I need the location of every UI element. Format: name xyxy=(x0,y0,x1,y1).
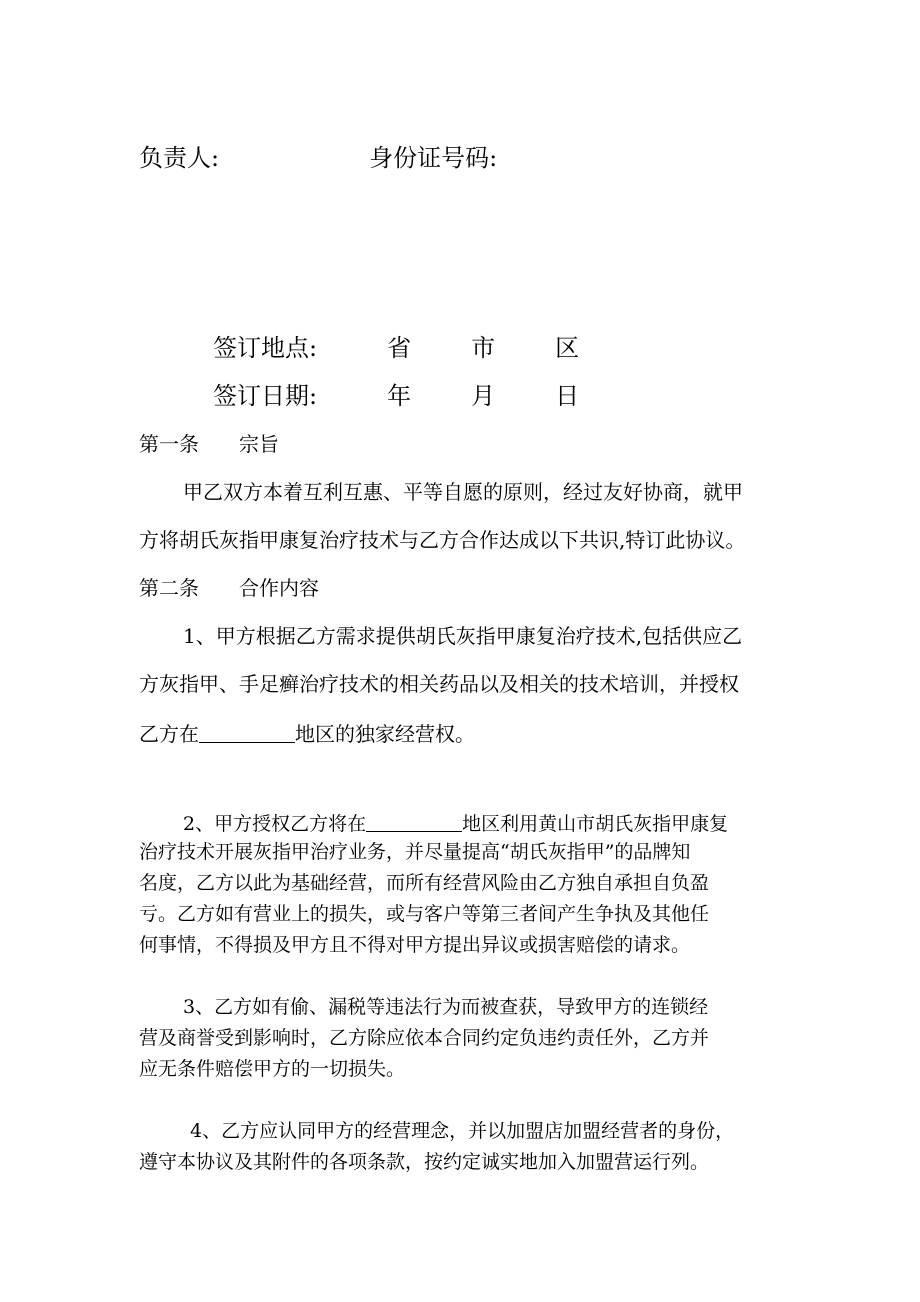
item2-line2: 治疗技术开展灰指甲治疗业务，并尽量提高“胡氏灰指甲”的品牌知 xyxy=(139,841,691,863)
year-label: 年 xyxy=(387,382,412,410)
signing-date-label: 签订日期: xyxy=(213,382,318,410)
district-label: 区 xyxy=(555,334,580,362)
item1-line2: 方灰指甲、手足癣治疗技术的相关药品以及相关的技术培训，并授权 xyxy=(139,672,739,696)
item2-line1-post: 地区利用黄山市胡氏灰指甲康复 xyxy=(462,813,729,835)
id-number-label: 身份证号码: xyxy=(369,144,498,172)
item1-line3-pre: 乙方在 xyxy=(139,722,199,746)
city-label: 市 xyxy=(471,334,496,362)
article1-title: 宗旨 xyxy=(239,432,279,456)
province-label: 省 xyxy=(387,334,412,362)
region-blank-1 xyxy=(199,722,295,743)
signing-place-label: 签订地点: xyxy=(213,334,318,362)
item2-line5: 何事情，不得损及甲方且不得对甲方提出异议或损害赔偿的请求。 xyxy=(139,934,691,956)
article2-heading xyxy=(139,578,319,598)
article2-title: 合作内容 xyxy=(239,576,319,600)
article2-number: 第二条 xyxy=(139,576,199,600)
item2-line3: 名度，乙方以此为基础经营，而所有经营风险由乙方独自承担自负盈 xyxy=(139,872,710,894)
item3-line3: 应无条件赔偿甲方的一切损失。 xyxy=(139,1058,406,1080)
item3-line1: 3、乙方如有偷、漏税等违法行为而被查获，导致甲方的连锁经 xyxy=(183,996,709,1018)
responsible-id-row xyxy=(139,146,497,170)
signing-place-row xyxy=(213,336,579,360)
article1-heading xyxy=(139,434,279,454)
item1-line3-post: 地区的独家经营权。 xyxy=(295,722,475,746)
item4-line2: 遵守本协议及其附件的各项条款，按约定诚实地加入加盟营运行列。 xyxy=(139,1151,710,1173)
item1-line1: 1、甲方根据乙方需求提供胡氏灰指甲康复治疗技术,包括供应乙 xyxy=(183,624,743,648)
article1-line2: 方将胡氏灰指甲康复治疗技术与乙方合作达成以下共识,特订此协议。 xyxy=(139,528,746,552)
item2-line4: 亏。乙方如有营业上的损失，或与客户等第三者间产生争执及其他任 xyxy=(139,903,710,925)
item4-line1: 4、乙方应认同甲方的经营理念，并以加盟店加盟经营者的身份， xyxy=(190,1120,735,1142)
item2-line1-pre: 2、甲方授权乙方将在 xyxy=(183,813,367,835)
region-blank-2 xyxy=(366,812,462,832)
item3-line2: 营及商誉受到影响时，乙方除应依本合同约定负违约责任外，乙方并 xyxy=(139,1027,710,1049)
item1-line3 xyxy=(139,722,475,744)
signing-date-row xyxy=(213,384,579,408)
month-label: 月 xyxy=(471,382,496,410)
article1-line1: 甲乙双方本着互利互惠、平等自愿的原则，经过友好协商，就甲 xyxy=(183,480,743,504)
item2-line1 xyxy=(183,812,728,834)
article1-number: 第一条 xyxy=(139,432,199,456)
responsible-label: 负责人: xyxy=(139,144,220,172)
day-label: 日 xyxy=(555,382,580,410)
